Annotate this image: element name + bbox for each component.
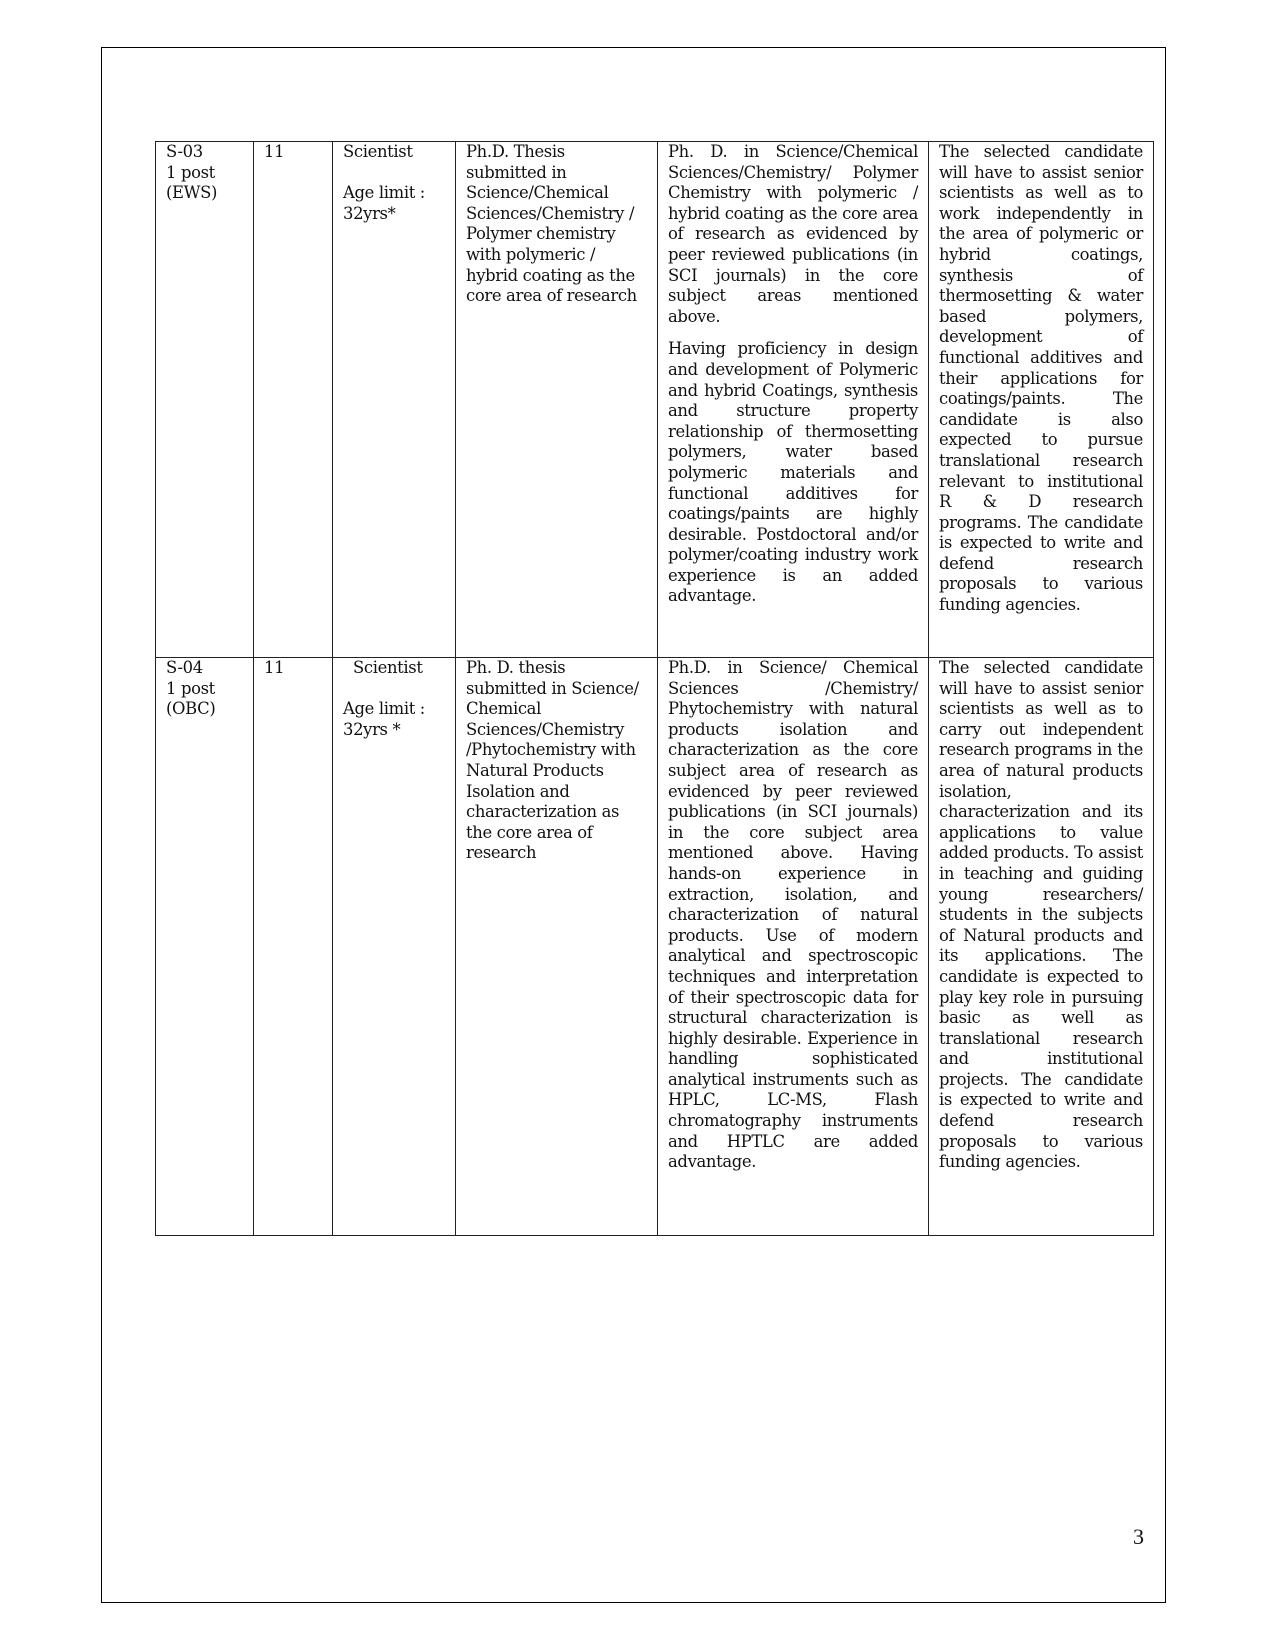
desirable-qualification-paragraph-1: Ph.D. in Science/ Chemical Sciences /Chemistry/ Phytochemistry with natural products isolation and characterization as the core subject area of research as evidenced by peer reviewed publications (in SCI journals) in the core subject area mentioned above. Having hands-on experience in extraction, isolation, and characterization of natural products. Use of modern analytical and spectroscopic techniques and interpretation of their spectroscopic data for structural characterization is highly desirable. Experience in handling sophisticated analytical instruments such as HPLC, LC-MS, Flash chromatography instruments and HPTLC are added advantage. xyxy=(668,658,918,1172)
desirable-qualification-cell xyxy=(658,142,929,658)
age-limit-label: Age limit : xyxy=(343,183,425,203)
age-limit-value: 32yrs * xyxy=(343,719,401,739)
designation-cell xyxy=(333,142,456,658)
age-limit-label: Age limit : xyxy=(343,699,425,719)
job-requirement: The selected candidate will have to assist senior scientists as well as to carry out independent research programs in the area of natural products isolation, characterization and its applications to value added products. To assist in teaching and guiding young researchers/ students in the subjects of Natural products and its applications. The candidate is expected to play key role in pursuing basic as well as translational research and institutional projects. The candidate is expected to write and defend research proposals to various funding agencies. xyxy=(939,658,1143,1172)
essential-qualification-cell xyxy=(456,658,658,1236)
pay-level: 11 xyxy=(264,142,285,161)
job-requirement-cell xyxy=(929,142,1154,658)
post-code: S-03 xyxy=(166,142,203,161)
table-row-s03 xyxy=(156,142,1154,658)
spacer xyxy=(343,163,445,184)
designation-cell xyxy=(333,658,456,1236)
essential-qualification: Ph. D. thesis submitted in Science/ Chemical Sciences/Chemistry /Phytochemistry with Natural Products Isolation and characterization as the core area of research xyxy=(466,658,639,863)
post-details-table xyxy=(155,141,1154,1236)
spacer xyxy=(343,679,445,700)
job-requirement: The selected candidate will have to assist senior scientists as well as to work independently in the area of polymeric or hybrid coatings, synthesis of thermosetting & water based polymers, development of functional additives and their applications for coatings/paints. The candidate is also expected to pursue translational research relevant to institutional R & D research programs. The candidate is expected to write and defend research proposals to various funding agencies. xyxy=(939,142,1143,615)
paragraph-gap xyxy=(668,327,918,339)
desirable-qualification-cell xyxy=(658,658,929,1236)
level-cell xyxy=(254,142,333,658)
post-category: (OBC) xyxy=(166,699,216,719)
post-count: 1 post xyxy=(166,162,215,182)
post-table-container xyxy=(155,141,1153,1236)
post-category: (EWS) xyxy=(166,183,218,203)
essential-qualification: Ph.D. Thesis submitted in Science/Chemical Sciences/Chemistry / Polymer chemistry with polymeric / hybrid coating as the core area of research xyxy=(466,142,637,306)
desirable-qualification-paragraph-2: Having proficiency in design and development of Polymeric and hybrid Coatings, synthesis and structure property relationship of thermosetting polymers, water based polymeric materials and functional additives for coatings/paints are highly desirable. Postdoctoral and/or polymer/coating industry work experience is an added advantage. xyxy=(668,339,918,606)
age-limit-value: 32yrs* xyxy=(343,203,396,223)
post-count: 1 post xyxy=(166,678,215,698)
essential-qualification-cell xyxy=(456,142,658,658)
pay-level: 11 xyxy=(264,658,285,677)
post-code: S-04 xyxy=(166,658,203,677)
page-number: 3 xyxy=(1133,1524,1144,1549)
table-row-s04 xyxy=(156,658,1154,1236)
level-cell xyxy=(254,658,333,1236)
job-requirement-cell xyxy=(929,658,1154,1236)
designation: Scientist xyxy=(353,658,423,677)
post-code-cell xyxy=(156,658,254,1236)
designation: Scientist xyxy=(343,142,413,161)
desirable-qualification-paragraph-1: Ph. D. in Science/Chemical Sciences/Chemistry/ Polymer Chemistry with polymeric / hybrid coating as the core area of research as evidenced by peer reviewed publications (in SCI journals) in the core subject areas mentioned above. xyxy=(668,142,918,326)
post-code-cell xyxy=(156,142,254,658)
